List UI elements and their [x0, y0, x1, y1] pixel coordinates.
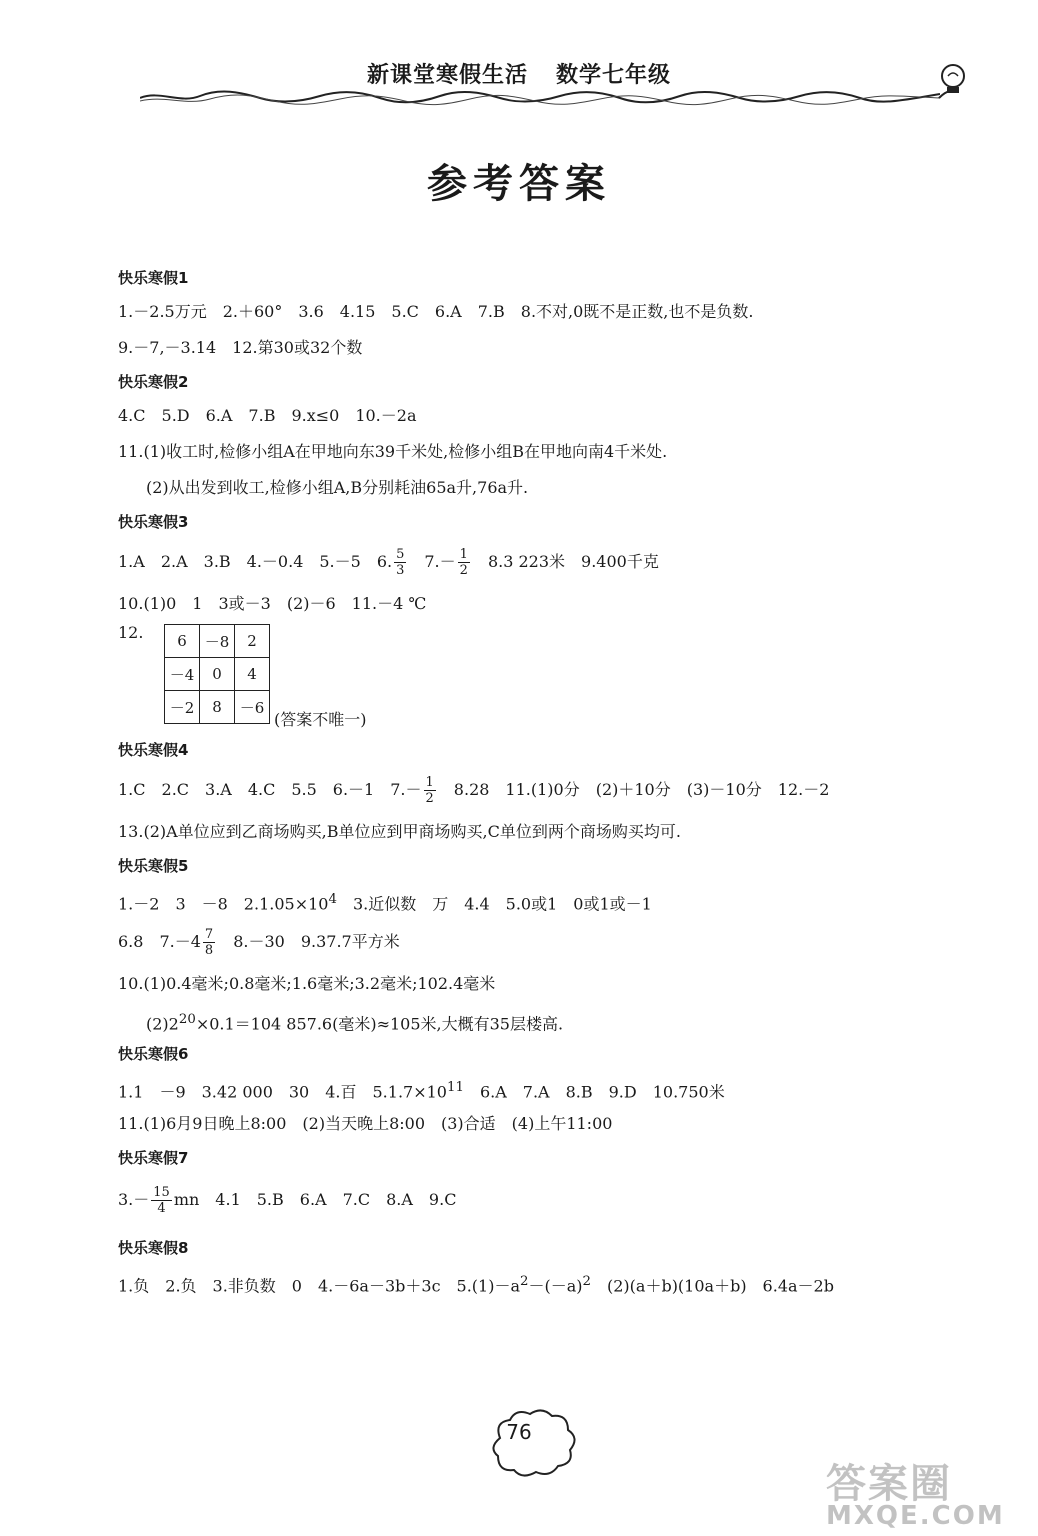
answer-text: 8.28 11.(1)0分 (2)＋10分 (3)－10分 12.－2	[437, 780, 830, 799]
fraction-denominator: 3	[396, 563, 405, 578]
answer-text: 6.A 7.A 8.B 9.D 10.750米	[463, 1082, 725, 1102]
exponent: 2	[520, 1274, 529, 1289]
running-header	[0, 58, 1038, 89]
table-row	[165, 625, 270, 658]
table-cell: －6	[235, 691, 270, 724]
section-title: 快乐寒假4	[118, 741, 189, 759]
answer-text: 3.近似数 万 4.4 5.0或1 0或1或－1	[336, 894, 652, 914]
answer-text: －(－a)	[528, 1276, 583, 1296]
answer-line: 9.－7,－3.14 12.第30或32个数	[118, 338, 363, 357]
answer-text: 1.1 －9 3.42 000 30 4.百 5.1.7×10	[118, 1082, 447, 1102]
section-title: 快乐寒假2	[118, 373, 189, 391]
fraction-denominator: 2	[459, 563, 468, 578]
header-subject: 数学七年级	[556, 63, 672, 88]
header-wave-divider	[140, 86, 940, 108]
fraction-numerator: 15	[153, 1185, 170, 1200]
answer-line	[118, 538, 978, 586]
section-title: 快乐寒假1	[118, 269, 189, 287]
answer-line	[118, 918, 978, 966]
section-title: 快乐寒假3	[118, 513, 189, 531]
section-title: 快乐寒假8	[118, 1239, 189, 1257]
answer-text: 1.C 2.C 3.A 4.C 5.5 6.－1 7.－	[118, 780, 422, 799]
answer-line	[118, 1002, 978, 1038]
table-cell: －4	[165, 658, 200, 691]
fraction	[424, 775, 436, 806]
question-number: 12.	[118, 623, 144, 642]
answer-line: 11.(1)收工时,检修小组A在甲地向东39千米处,检修小组B在甲地向南4千米处.	[118, 442, 668, 461]
answer-line: 10.(1)0.4毫米;0.8毫米;1.6毫米;3.2毫米;102.4毫米	[118, 974, 496, 993]
grid-note: (答案不唯一)	[274, 710, 367, 729]
answer-content	[118, 262, 978, 1300]
header-book-title: 新课堂寒假生活	[366, 63, 528, 88]
answer-text: 1.A 2.A 3.B 4.－0.4 5.－5 6.	[118, 552, 393, 571]
table-cell: 0	[200, 658, 235, 691]
answer-line: (2)从出发到收工,检修小组A,B分别耗油65a升,76a升.	[146, 478, 529, 497]
answer-line: 1.－2.5万元 2.＋60° 3.6 4.15 5.C 6.A 7.B 8.不对,0既不是正数,也不是负数.	[118, 302, 754, 321]
answer-line	[118, 766, 978, 814]
exponent: 4	[328, 892, 337, 907]
answer-text: 8.3 223米 9.400千克	[471, 552, 659, 571]
answer-text: (2)2	[146, 1014, 179, 1034]
watermark-logo	[826, 1452, 1005, 1531]
table-cell: 8	[200, 691, 235, 724]
table-cell: 2	[235, 625, 270, 658]
section-title: 快乐寒假7	[118, 1149, 189, 1167]
lightbulb-icon	[935, 62, 969, 102]
fraction-numerator: 5	[396, 547, 405, 562]
table-cell: 6	[165, 625, 200, 658]
answer-line: 13.(2)A单位应到乙商场购买,B单位应到甲商场购买,C单位到两个商场购买均可.	[118, 822, 681, 841]
table-cell: －2	[165, 691, 200, 724]
answer-text: ×0.1＝104 857.6(毫米)≈105米,大概有35层楼高.	[195, 1014, 564, 1034]
answer-text: 1.负 2.负 3.非负数 0 4.－6a－3b＋3c 5.(1)－a	[118, 1276, 520, 1296]
answer-line	[118, 1070, 978, 1106]
table-cell: 4	[235, 658, 270, 691]
answer-line: 11.(1)6月9日晚上8:00 (2)当天晚上8:00 (3)合适 (4)上午11:00	[118, 1114, 613, 1133]
fraction-denominator: 4	[157, 1201, 166, 1216]
fraction	[151, 1185, 172, 1216]
answer-line: 10.(1)0 1 3或－3 (2)－6 11.－4 ℃	[118, 594, 427, 613]
answer-text: (2)(a＋b)(10a＋b) 6.4a－2b	[591, 1276, 834, 1296]
fraction	[458, 547, 470, 578]
page-number: 76	[506, 1420, 532, 1444]
answer-line	[118, 882, 978, 918]
answer-text: 1.－2 3 －8 2.1.05×10	[118, 894, 329, 914]
answer-text: 6.8 7.－4	[118, 932, 201, 951]
fraction-denominator: 8	[204, 943, 214, 958]
watermark-url: MXQE.COM	[826, 1501, 1005, 1531]
exponent: 11	[446, 1080, 464, 1095]
answer-text: mn 4.1 5.B 6.A 7.C 8.A 9.C	[173, 1190, 457, 1209]
table-row	[165, 658, 270, 691]
answer-line	[118, 1174, 978, 1226]
fraction	[203, 927, 215, 958]
fraction-denominator: 2	[425, 791, 434, 806]
section-title: 快乐寒假6	[118, 1045, 189, 1063]
answer-text: 7.－	[408, 552, 456, 571]
fraction-numerator: 1	[425, 775, 434, 790]
fraction	[394, 547, 406, 578]
answer-line: 4.C 5.D 6.A 7.B 9.x≤0 10.－2a	[118, 406, 417, 425]
fraction-numerator: 7	[204, 927, 214, 942]
magic-square-table	[164, 624, 270, 724]
answer-text: 3.－	[118, 1190, 150, 1209]
section-title: 快乐寒假5	[118, 857, 189, 875]
table-cell: －8	[200, 625, 235, 658]
answer-text: 8.－30 9.37.7平方米	[217, 932, 400, 951]
exponent: 20	[178, 1012, 196, 1027]
watermark-text: 答案圈	[826, 1461, 952, 1507]
fraction-numerator: 1	[459, 547, 468, 562]
table-row	[165, 691, 270, 724]
magic-square-answer	[118, 622, 978, 734]
page-title: 参考答案	[427, 161, 611, 207]
answer-line	[118, 1264, 978, 1300]
exponent: 2	[582, 1274, 591, 1289]
